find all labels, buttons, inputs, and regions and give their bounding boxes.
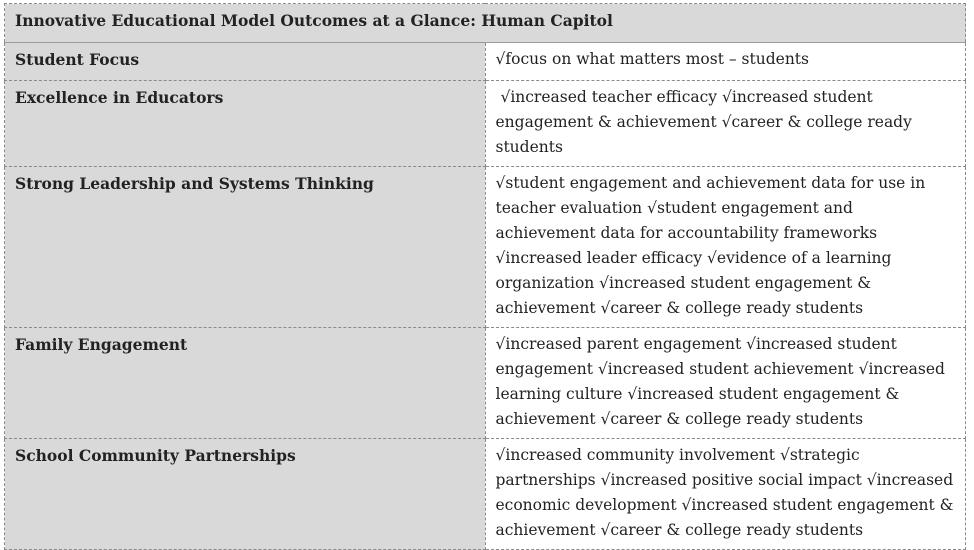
- title-row: [5, 4, 966, 43]
- table-row: [5, 81, 966, 167]
- table-row: [5, 439, 966, 550]
- row-content-school-community-partnerships: √increased community involvement √strategic partnerships √increased positive social impact √increased economic development √increased student engagement & achievement √career & college ready students: [485, 439, 966, 550]
- row-label-strong-leadership: Strong Leadership and Systems Thinking: [5, 167, 486, 328]
- row-label-student-focus: Student Focus: [5, 43, 486, 81]
- row-label-school-community-partnerships: School Community Partnerships: [5, 439, 486, 550]
- row-content-strong-leadership: √student engagement and achievement data for use in teacher evaluation √student engagement and achievement data for accountability frameworks √increased leader efficacy √evidence of a learning organization √increased student engagement & achievement √career & college ready students: [485, 167, 966, 328]
- table-row: [5, 167, 966, 328]
- table-row: [5, 43, 966, 81]
- row-content-excellence-in-educators: √increased teacher efficacy √increased student engagement & achievement √career & college ready students: [485, 81, 966, 167]
- table-row: [5, 328, 966, 439]
- table-title: Innovative Educational Model Outcomes at a Glance: Human Capitol: [5, 4, 966, 43]
- row-label-excellence-in-educators: Excellence in Educators: [5, 81, 486, 167]
- row-label-family-engagement: Family Engagement: [5, 328, 486, 439]
- row-content-family-engagement: √increased parent engagement √increased student engagement √increased student achievement √increased learning culture √increased student engagement & achievement √career & college ready students: [485, 328, 966, 439]
- row-content-student-focus: √focus on what matters most – students: [485, 43, 966, 81]
- outcomes-table: [4, 3, 966, 550]
